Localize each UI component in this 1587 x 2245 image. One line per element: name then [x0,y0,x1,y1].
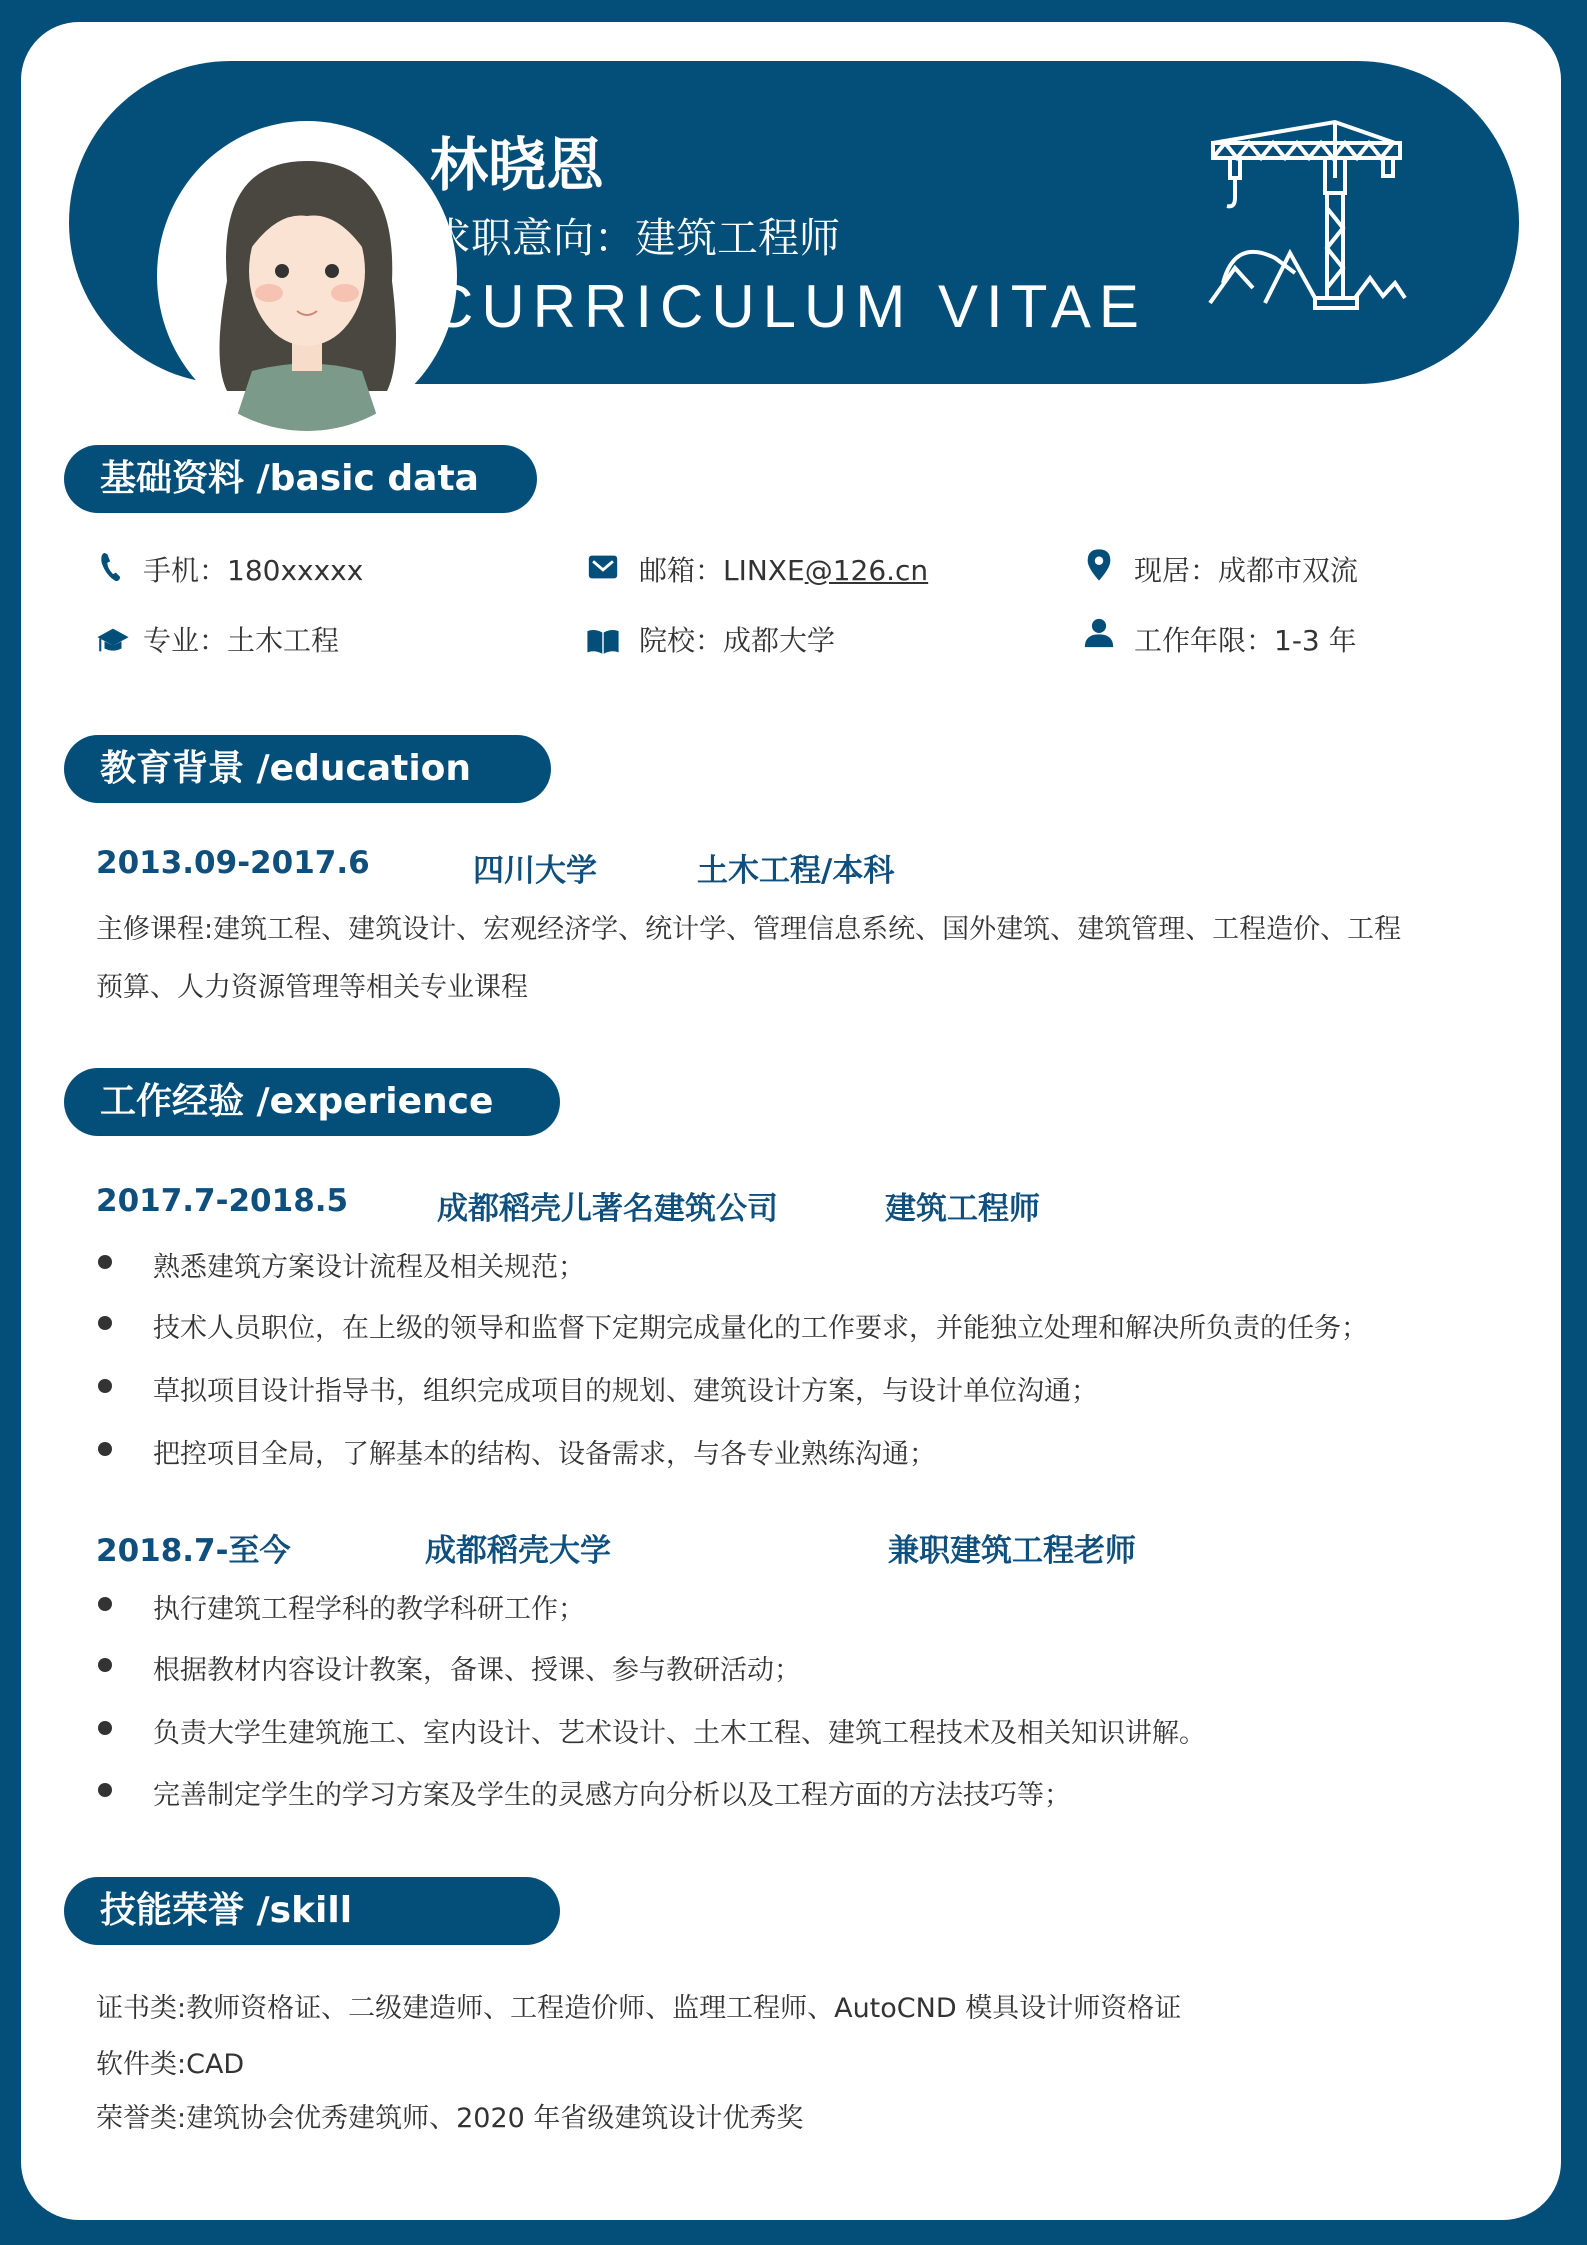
bullet-icon [98,1597,112,1611]
bullet-icon [98,1658,112,1672]
edu-major: 土木工程/本科 [697,853,895,889]
crane-icon [1205,118,1425,318]
job-bullet: 根据教材内容设计教案，备课、授课、参与教研活动； [153,1655,801,1686]
edu-school: 四川大学 [473,853,597,889]
job-company: 成都稻壳儿著名建筑公司 [437,1191,778,1227]
book-icon [586,624,620,658]
skill-honors: 荣誉类:建筑协会优秀建筑师、2020 年省级建筑设计优秀奖 [96,2103,804,2134]
avatar-illustration-icon [157,121,457,431]
edu-courses-line2: 预算、人力资源管理等相关专业课程 [96,972,528,1003]
job-date: 2017.7-2018.5 [96,1183,349,1219]
bullet-icon [98,1442,112,1456]
avatar [157,121,457,431]
bullet-icon [98,1379,112,1393]
bullet-icon [98,1316,112,1330]
skill-software: 软件类:CAD [96,2049,245,2080]
email-link[interactable]: @126.cn [804,554,929,587]
bullet-icon [98,1721,112,1735]
email-label: 邮箱：LINXE [639,554,805,587]
email-icon [586,550,620,584]
cv-title: CURRICULUM VITAE [430,273,1147,340]
major-text: 专业：土木工程 [143,624,340,657]
job-date: 2018.7-至今 [96,1533,291,1569]
section-header-experience: 工作经验 /experience [64,1068,560,1136]
candidate-name: 林晓恩 [430,131,605,199]
section-header-education: 教育背景 /education [64,735,551,803]
job-bullet: 完善制定学生的学习方案及学生的灵感方向分析以及工程方面的方法技巧等； [153,1780,1071,1811]
job-bullet: 把控项目全局，了解基本的结构、设备需求，与各专业熟练沟通； [153,1439,936,1470]
job-bullet: 草拟项目设计指导书，组织完成项目的规划、建筑设计方案，与设计单位沟通； [153,1376,1098,1407]
phone-text: 手机：180xxxxx [143,554,364,587]
phone-icon [96,550,130,584]
job-intent: 求职意向：建筑工程师 [430,214,840,262]
section-header-skill: 技能荣誉 /skill [64,1877,560,1945]
location-text: 现居：成都市双流 [1134,554,1359,587]
edu-courses-line1: 主修课程:建筑工程、建筑设计、宏观经济学、统计学、管理信息系统、国外建筑、建筑管理、工程造价、工程 [96,914,1402,945]
user-icon [1082,616,1116,650]
location-pin-icon [1082,548,1116,582]
section-header-basic: 基础资料 /basic data [64,445,537,513]
job-bullet: 技术人员职位，在上级的领导和监督下定期完成量化的工作要求，并能独立处理和解决所负责的任务； [153,1313,1368,1344]
job-bullet: 熟悉建筑方案设计流程及相关规范； [153,1252,585,1283]
job-company: 成都稻壳大学 [425,1533,611,1569]
job-role: 建筑工程师 [885,1191,1040,1227]
years-text: 工作年限：1-3 年 [1134,624,1357,657]
school-text: 院校：成都大学 [639,624,836,657]
job-bullet: 执行建筑工程学科的教学科研工作； [153,1594,585,1625]
bullet-icon [98,1783,112,1797]
job-bullet: 负责大学生建筑施工、室内设计、艺术设计、土木工程、建筑工程技术及相关知识讲解。 [153,1718,1206,1749]
edu-date: 2013.09-2017.6 [96,845,370,881]
email-text [639,549,928,589]
job-role: 兼职建筑工程老师 [888,1533,1136,1569]
skill-certificates: 证书类:教师资格证、二级建造师、工程造价师、监理工程师、AutoCND 模具设计师资格证 [96,1993,1182,2024]
graduation-cap-icon [96,623,130,657]
bullet-icon [98,1255,112,1269]
